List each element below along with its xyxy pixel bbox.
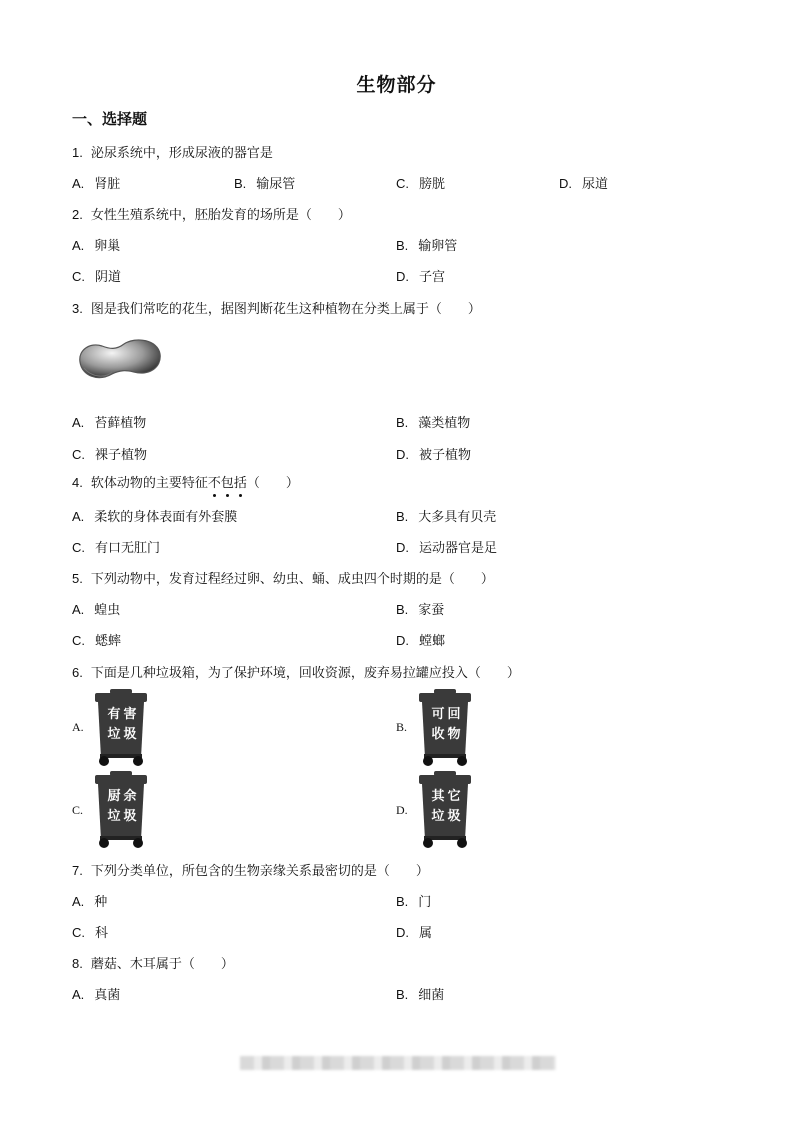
bin-label-char: 它 <box>447 789 461 804</box>
bin-label-char: 垃 <box>431 809 445 824</box>
bin-label-char: 其 <box>431 789 445 804</box>
question-8: 8. 蘑菇、木耳属于（ ） <box>72 956 234 972</box>
bin-label-char: 物 <box>447 727 461 742</box>
q1-option-b: B. 输尿管 <box>234 176 296 192</box>
bin-label-char: 回 <box>447 707 461 722</box>
q1-option-d: D. 尿道 <box>559 176 609 192</box>
bin-label-char: 圾 <box>123 727 137 742</box>
bin-label-char: 垃 <box>107 809 121 824</box>
bin-label-char: 余 <box>123 789 137 804</box>
q6-option-a-label: A. <box>72 720 84 734</box>
q1-option-c: C. 膀胱 <box>396 176 446 192</box>
q7-option-a: A. 种 <box>72 894 108 910</box>
blurred-footer <box>240 1056 556 1070</box>
q3-option-d: D. 被子植物 <box>396 447 472 463</box>
bin-label-char: 厨 <box>107 789 121 804</box>
q1-option-a: A. 肾脏 <box>72 176 121 192</box>
q2-option-c: C. 阴道 <box>72 269 122 285</box>
q4-option-d: D. 运动器官是足 <box>396 540 498 556</box>
q8-option-a: A. 真菌 <box>72 987 121 1003</box>
trash-bin-b-icon <box>416 688 474 768</box>
q7-option-b: B. 门 <box>396 894 432 910</box>
question-3: 3. 图是我们常吃的花生，据图判断花生这种植物在分类上属于（ ） <box>72 301 481 317</box>
question-2: 2. 女性生殖系统中，胚胎发育的场所是（ ） <box>72 207 351 223</box>
q2-option-d: D. 子宫 <box>396 269 446 285</box>
q7-option-d: D. 属 <box>396 925 433 941</box>
question-1: 1. 泌尿系统中，形成尿液的器官是 <box>72 145 273 161</box>
q2-option-a: A. 卵巢 <box>72 238 121 254</box>
q7-option-c: C. 科 <box>72 925 109 941</box>
section-heading: 一、选择题 <box>72 110 148 128</box>
question-6: 6. 下面是几种垃圾箱，为了保护环境，回收资源，废弃易拉罐应投入（ ） <box>72 665 520 681</box>
bin-label-char: 收 <box>431 727 445 742</box>
peanut-image <box>72 332 164 384</box>
question-4: 4. 软体动物的主要特征不包括（ ） <box>72 472 299 491</box>
q6-option-b-label: B. <box>396 720 408 734</box>
bin-label-char: 有 <box>107 707 121 722</box>
q5-option-a: A. 蝗虫 <box>72 602 121 618</box>
bin-label-char: 可 <box>431 707 445 722</box>
question-5: 5. 下列动物中，发育过程经过卵、幼虫、蛹、成虫四个时期的是（ ） <box>72 571 494 587</box>
q5-option-b: B. 家蚕 <box>396 602 445 618</box>
q4-option-b: B. 大多具有贝壳 <box>396 509 497 525</box>
q5-option-c: C. 蟋蟀 <box>72 633 122 649</box>
q2-option-b: B. 输卵管 <box>396 238 458 254</box>
bin-label-char: 害 <box>123 707 137 722</box>
emphasis-char: 括 <box>234 472 247 491</box>
q6-option-d-label: D. <box>396 803 408 817</box>
q5-option-d: D. 螳螂 <box>396 633 446 649</box>
q3-option-c: C. 裸子植物 <box>72 447 148 463</box>
q8-option-b: B. 细菌 <box>396 987 445 1003</box>
trash-bin-d-icon <box>416 770 474 850</box>
q4-option-c: C. 有口无肛门 <box>72 540 161 556</box>
emphasis-char: 不 <box>208 472 221 491</box>
question-7: 7. 下列分类单位，所包含的生物亲缘关系最密切的是（ ） <box>72 863 429 879</box>
q3-option-b: B. 藻类植物 <box>396 415 471 431</box>
page-title: 生物部分 <box>356 74 437 96</box>
bin-label-char: 圾 <box>447 809 461 824</box>
q6-option-c-label: C. <box>72 803 84 817</box>
q4-option-a: A. 柔软的身体表面有外套膜 <box>72 509 238 525</box>
bin-label-char: 圾 <box>123 809 137 824</box>
trash-bin-c-icon <box>92 770 150 850</box>
q3-option-a: A. 苔藓植物 <box>72 415 147 431</box>
emphasis-char: 包 <box>221 472 234 491</box>
bin-label-char: 垃 <box>107 727 121 742</box>
trash-bin-a-icon <box>92 688 150 768</box>
